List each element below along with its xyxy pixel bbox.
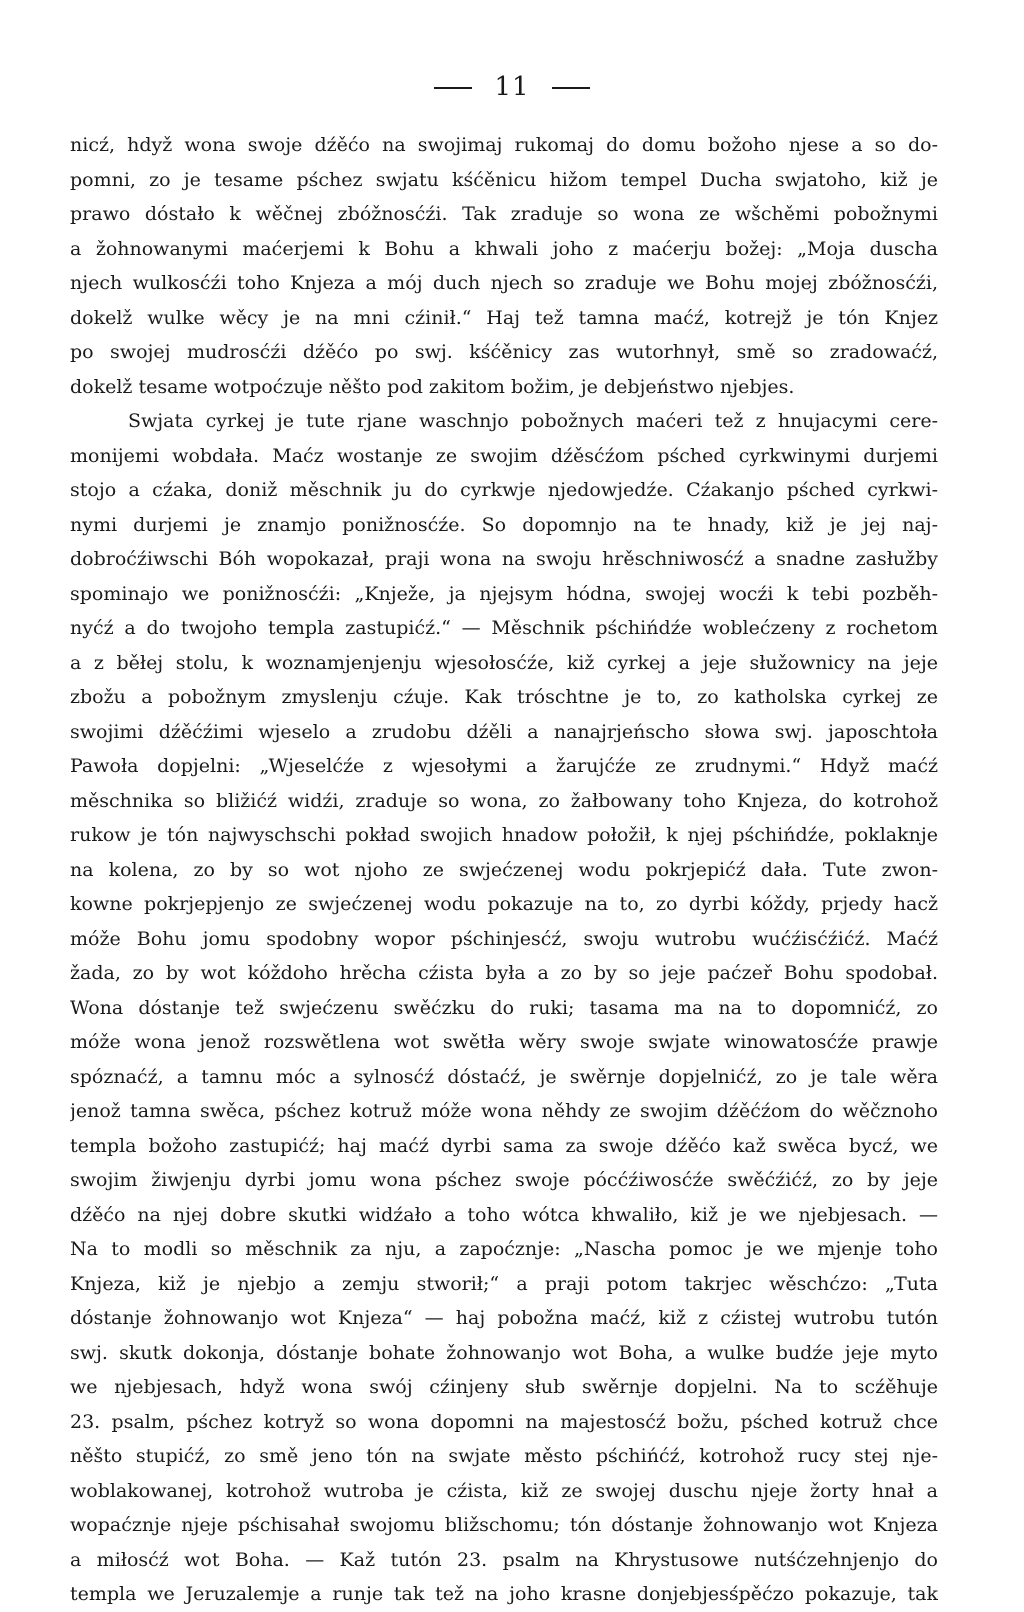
header-dash-right [552,87,590,89]
page-number: 11 [494,72,530,102]
text-line: nyćź a do twojoho templa zastupićź.“ — Měschnik pśchińdźe woblećzeny z rochetom [70,617,938,639]
text-line: žada, zo by wot kóždoho hrěcha cźista była a zo by so jeje paćzeř Bohu spodobał. [70,962,938,984]
text-line: měschnika so bližićź widźi, zraduje so wona, zo žałbowany toho Knjeza, do kotrohož [70,789,938,812]
text-line: zbožu a pobožnym zmyslenju cźuje. Kak tróschtne je to, zo katholska cyrkej ze [70,686,938,708]
text-line: dokelž wulke wěcy je na mni cźinił.“ Haj tež tamna maćź, kotrejž je tón Knjez [70,306,938,329]
text-line: dobroćźiwschi Bóh wopokazał, praji wona na swoju hrěschniwosćź a snadne zasłužby [70,548,938,570]
text-line: 23. psalm, pśchez kotryž so wona dopomni na majestosćź božu, pśched kotruž chce [70,1410,938,1433]
text-line: stojo a cźaka, doniž měschnik ju do cyrkwje njedowjedźe. Cźakanjo pśched cyrkwi- [70,479,938,501]
text-line: nymi durjemi je znamjo ponižnosćźe. So dopomnjo na te hnady, kiž je jej naj- [70,513,938,536]
text-line: a miłosćź wot Boha. — Kaž tutón 23. psalm na Khrystusowe nutśćzehnjenjo do [70,1548,938,1571]
text-line: nicź, hdyž wona swoje dźěćo na swojimaj rukomaj do domu božoho njese a so do- [70,134,938,156]
text-line: kowne pokrjepjenjo ze swjećzenej wodu pokazuje na to, zo dyrbi kóždy, prjedy hacž [70,893,938,915]
text-line: spóznaćź, a tamnu móc a sylnosćź dóstaćź, je swěrnje dopjelnićź, zo je tale wěra [70,1065,938,1088]
text-line: templa we Jeruzalemje a runje tak tež na joho krasne donjebjesśpěćzo pokazuje, tak [70,1583,938,1605]
text-line: swj. skutk dokonja, dóstanje bohate žohnowanjo wot Boha, a wulke budźe jeje myto [70,1341,938,1364]
text-line: njech wulkosćźi toho Knjeza a mój duch njech so zraduje we Bohu mojej zbóžnosćźi, [70,272,938,294]
text-line: Na to modli so měschnik za nju, a zapoćznje: „Nascha pomoc je we mjenje toho [70,1238,938,1260]
text-line: Knjeza, kiž je njebjo a zemju stworił;“ a praji potom takrjec wěschćzo: „Tuta [70,1272,938,1295]
text-line: dokelž tesame wotpoćzuje něšto pod zakitom božim, je debjeństwo njebjes. [70,375,795,398]
text-line: templa božoho zastupićź; haj maćź dyrbi sama za swoje dźěćo kaž swěca bycź, we [70,1134,938,1157]
page-header [0,72,1024,102]
text-line: dźěćo na njej dobre skutki widźało a toho wótca khwaliło, kiž je we njebjesach. — [70,1203,938,1226]
text-line: wopaćznje njeje pśchisahał swojomu bližschomu; tón dóstanje žohnowanjo wot Knjeza [70,1514,938,1536]
text-line: woblakowanej, kotrohož wutroba je cźista, kiž ze swojej duschu njeje žorty hnał a [70,1479,938,1502]
text-line: monijemi wobdała. Maćz wostanje ze swojim dźěsćźom pśched cyrkwinymi durjemi [70,444,938,467]
text-line: dóstanje žohnowanjo wot Knjeza“ — haj pobožna maćź, kiž z cźistej wutrobu tutón [70,1307,938,1329]
body-text [70,128,938,1612]
text-line: móže wona jenož rozswětlena wot swětła wěry swoje swjate winowatosćźe prawje [70,1031,938,1053]
text-line: swojimi dźěćźimi wjeselo a zrudobu dźěli a nanajrjeńscho słowa swj. japoschtoła [70,720,938,743]
text-line: jenož tamna swěca, pśchez kotruž móže wona něhdy ze swojim dźěćźom do wěčznoho [70,1100,938,1122]
text-line: na kolena, zo by so wot njoho ze swjećzenej wodu pokrjepićź dała. Tute zwon- [70,858,938,881]
text-line: spominajo we ponižnosćźi: „Knježe, ja njejsym hódna, swojej wocźi k tebi pozběh- [70,582,938,605]
text-line: po swojej mudrosćźi dźěćo po swj. kśćěnicy zas wutorhnył, smě so zradowaćź, [70,341,938,363]
text-line: něšto stupićź, zo smě jeno tón na swjate město pśchińćź, kotrohož rucy stej nje- [70,1445,938,1467]
text-line: Swjata cyrkej je tute rjane waschnjo pobožnych maćeri tež z hnujacymi cere- [128,410,938,432]
text-line: swojim žiwjenju dyrbi jomu wona pśchez swoje pócćźiwosćźe swěćźićź, zo by jeje [70,1169,938,1191]
text-line: móže Bohu jomu spodobny wopor pśchinjesćź, swoju wutrobu wućźisćźićź. Maćź [70,927,938,950]
text-line: rukow je tón najwyschschi pokład swojich hnadow połožił, k njej pśchińdźe, poklaknje [70,824,938,846]
header-dash-left [434,87,472,89]
text-line: a z běłej stolu, k woznamjenjenju wjesołosćźe, kiž cyrkej a jeje słužownicy na jeje [70,651,938,674]
text-line: Wona dóstanje tež swjećzenu swěćzku do ruki; tasama ma na to dopomnićź, zo [70,996,938,1019]
text-line: prawo dóstało k wěčnej zbóžnosćźi. Tak zraduje so wona ze wšchěmi pobožnymi [70,203,938,225]
text-line: we njebjesach, hdyž wona swój cźinjeny słub swěrnje dopjelni. Na to scźěhuje [70,1376,938,1398]
text-line: a žohnowanymi maćerjemi k Bohu a khwali joho z maćerju božej: „Moja duscha [70,237,938,260]
text-line: Pawoła dopjelni: „Wjeselćźe z wjesołymi a žarujćźe ze zrudnymi.“ Hdyž maćź [70,755,938,777]
text-line: pomni, zo je tesame pśchez swjatu kśćěnicu hižom tempel Ducha swjatoho, kiž je [70,168,938,191]
